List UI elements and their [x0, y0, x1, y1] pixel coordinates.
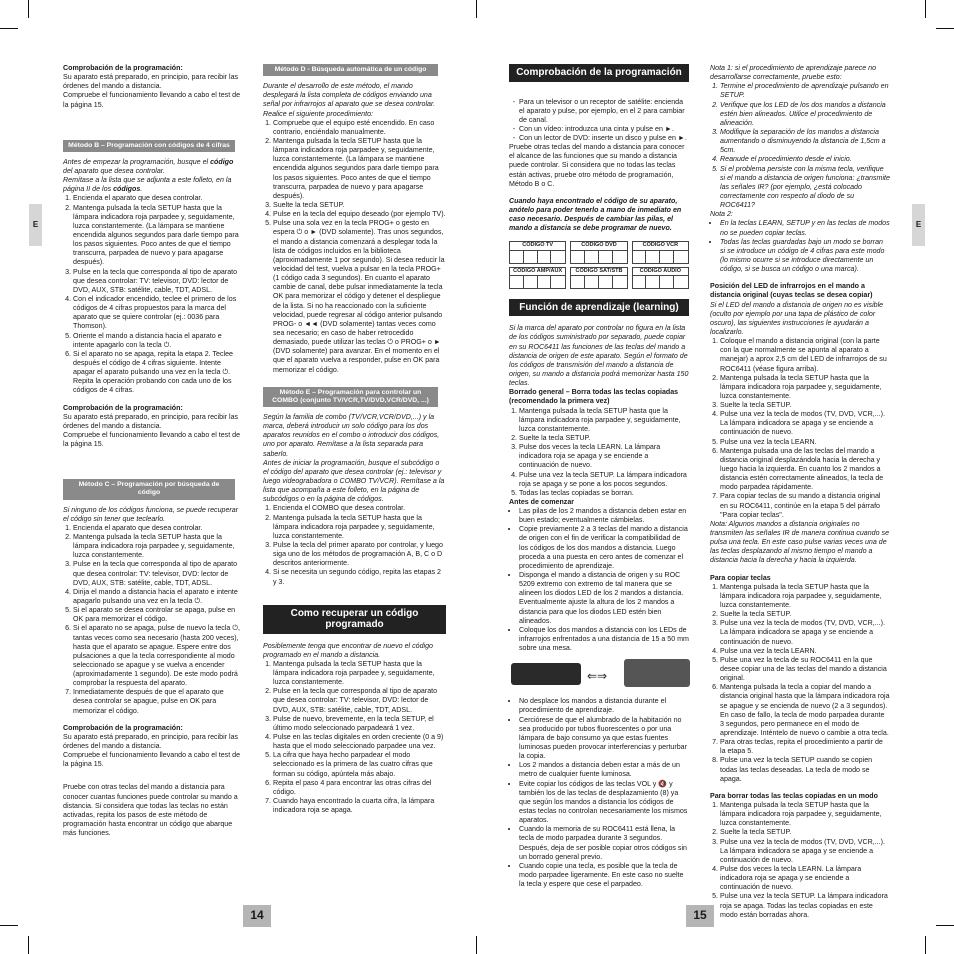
- erase-steps: [509, 407, 689, 498]
- list-item: 1. Encienda el aparato que desea controlar.: [73, 524, 243, 533]
- section-title: Comprobación de la programación:: [63, 723, 183, 732]
- list-item: 2. Mantenga pulsada la tecla SETUP hasta que la lámpara indicadora roja parpadee y, seguidamente, luzca constantemente.: [273, 514, 446, 541]
- code-box-label: CÓDIGO DVD: [571, 242, 626, 250]
- paragraph: Compruebe el funcionamiento llevando a cabo el test de la página 15.: [63, 430, 241, 449]
- list-item: • Cuando la memoria de su ROC6411 está llena, la tecla de modo parpadea durante 3 segundos. Después, deja de ser posible copiar otros códigos sin un borrado general previo.: [519, 825, 689, 862]
- method-e-steps: [263, 504, 446, 586]
- crop-mark: [936, 925, 954, 926]
- list-item: • Coloque los dos mandos a distancia con los LEDs de infrarrojos enfrentados a una distancia de 15 a 50 mm sobre una mesa.: [519, 626, 689, 653]
- list-item: 4. Si se necesita un segundo código, repita las etapas 2 y 3.: [273, 568, 446, 586]
- page-number-label: 15: [693, 908, 707, 923]
- list-item: 3. Pulse la tecla del primer aparato por controlar, y luego siga uno de los métodos de programación A, B, C o D descritos anteriormente.: [273, 541, 446, 568]
- code-box-dvd: [570, 241, 627, 263]
- list-item: 2. Pulse en la tecla que corresponda al tipo de aparato que desea controlar: TV: televisor, DVD: lector de DVD, AUX, STB: satélite, cable, TDT, ADSL.: [273, 687, 446, 714]
- paragraph: Remítase a la lista que se adjunta a este folleto, en la página II de los códigos.: [63, 176, 232, 194]
- column-2: [263, 64, 446, 815]
- list-item: 4. Pulse una vez la tecla SETUP. La lámpara indicadora roja se apaga y se pone a los pocos segundos.: [519, 471, 689, 489]
- list-item: 1. Mantenga pulsada la tecla SETUP hasta que la lámpara indicadora roja parpadee y, seguidamente, luzca constantemente.: [720, 583, 890, 610]
- note1-steps: [710, 82, 890, 210]
- list-item: 3. Pulse en la tecla que corresponda al tipo de aparato que desea controlar: TV: televisor, DVD: lector de DVD, AUX, STB: satélite, cable, TDT, ADSL.: [73, 268, 243, 295]
- paragraph: Su aparato está preparado, en principio, para recibir las órdenes del mando a distancia.: [63, 412, 239, 430]
- list-item: 6. Repita el paso 4 para encontrar las otras cifras del código.: [273, 779, 446, 797]
- list-item: 7. Para copiar teclas de su mando a distancia original en su ROC6411, continúe en la etapa 5 del párrafo "Para copiar teclas".: [720, 492, 890, 519]
- list-item: 3. Pulse dos veces la tecla LEARN. La lámpara indicadora roja se apaga y se enciende a continuación de nuevo.: [519, 443, 689, 470]
- note: Nota: Algunos mandos a distancia originales no transmiten las señales IR de manera continua cuando se pulsa una tecla. En este caso pulse varias veces una de las teclas desplazando al mismo tiempo el mando a distancia hacia la derecha y hacia la izquierda.: [710, 519, 890, 565]
- note: Cuando haya encontrado el código de su aparato, anótelo para poder tenerlo a mano de inmediato en caso necesario. Después de cambiar las pilas, el mando a distancia se debe programar de nuevo.: [509, 196, 682, 233]
- arrows-icon: ⇐⇒: [587, 669, 608, 684]
- list-item: 6. Si el aparato no se apaga, pulse de nuevo la tecla ⏻, tantas veces como sea necesario (hasta 200 veces), hasta que el aparato se apague. Espere entre dos pulsaciones a que la tecla correspondiente al modo seleccionado se apague y se vuelva a encender (aproximadamente 1 segundo). De este modo podrá comprobar la respuesta del aparato.: [73, 624, 243, 688]
- paragraph: Antes de iniciar la programación, busque el subcódigo o el código del aparato que desea controlar (ej.: televisor y luego videograbadora o COMBO TV/VCR). Remítase a la lista que acompaña a este folleto, en la página de subcódigos o en la página de códigos.: [263, 458, 445, 504]
- language-tab-label: E: [32, 219, 39, 229]
- paragraph: Pruebe otras teclas del mando a distancia para conocer el alcance de las funciones que su mando a distancia puede controlar. Si considera que no todas las teclas están activas, pruebe otro método de programación, Método B o C.: [509, 143, 685, 188]
- crop-mark: [476, 0, 477, 18]
- note2-list: [710, 219, 890, 274]
- list-item: 3. Pulse en la tecla que corresponda al tipo de aparato que desea controlar: TV: televisor, DVD: lector de DVD, AUX, STB: satélite, cable, TDT, ADSL.: [73, 560, 243, 587]
- list-item: 3. Pulse una vez la tecla de modos (TV, DVD, VCR,...). La lámpara indicadora se apaga y se enciende a continuación de nuevo.: [720, 838, 890, 865]
- paragraph: Si el LED del mando a distancia de origen no es visible (oculto por ejemplo por una tapa de plástico de color oscuro), las siguientes instrucciones le ayudarán a localizarlo.: [710, 300, 884, 336]
- code-box-label: CÓDIGO AUDIO: [633, 268, 688, 276]
- method-d-header: Método D - Búsqueda automática de un código: [263, 64, 438, 76]
- list-item: • Cuando copie una tecla, es posible que la tecla de modo parpadee ligeramente. En este caso no suelte la tecla y espere que cese el parpadeo.: [519, 862, 689, 889]
- list-item: 5. Pulse una vez la tecla de su ROC6411 en la que desee copiar una de las teclas del mando a distancia original.: [720, 656, 890, 683]
- code-box-amp-aux: [509, 267, 566, 289]
- section-title: Para copiar teclas: [710, 573, 771, 582]
- text: del aparato que desea controlar.: [63, 167, 165, 175]
- crop-mark: [936, 28, 954, 29]
- language-tab-label: E: [915, 219, 922, 229]
- crop-mark: [28, 0, 29, 18]
- code-boxes: [509, 241, 689, 288]
- list-item: 1. Coloque el mando a distancia original (con la parte con la que normalmente se apunta al aparato a manejar) a aprox 2,5 cm del LED de infrarrojos de su ROC6411 (véase figura arriba).: [720, 337, 890, 374]
- recover-code-header: Como recuperar un código programado: [263, 605, 446, 634]
- list-item: • Evite copiar los códigos de las teclas VOL y 🔇 y también los de las teclas de desplazamiento (8) ya que según los mandos a distancia los códigos de estas teclas no controlan necesariamente los mismos aparatos.: [519, 780, 689, 826]
- list-item: 1. Mantenga pulsada la tecla SETUP hasta que la lámpara indicadora roja parpadee y, seguidamente, luzca constantemente.: [720, 801, 890, 828]
- learning-header: Función de aprendizaje (learning): [509, 299, 689, 317]
- list-item: 2. Verifique que los LED de los dos mandos a distancia estén bien alineados. Utilice el procedimiento de alineación.: [720, 101, 890, 128]
- remote-image: [511, 663, 581, 685]
- recover-steps: [263, 660, 446, 815]
- list-item: 1. Encienda el aparato que desea controlar.: [73, 194, 243, 203]
- section-title: Borrado general – Borra todas las teclas copiadas (recomendado la primera vez): [509, 388, 679, 406]
- list-item: 4. Pulse en las teclas digitales en orden creciente (0 a 9) hasta que el modo seleccionado parpadee una vez.: [273, 733, 446, 751]
- list-item: 1. Termine el procedimiento de aprendizaje pulsando en SETUP.: [720, 82, 890, 100]
- method-e-header: Método E – Programación para controlar un COMBO (conjunto TV/VCR,TV/DVD,VCR/DVD, ...): [263, 387, 438, 407]
- list-item: 6. Mantenga pulsada la tecla a copiar del mando a distancia original hasta que la lámpara indicadora roja se apague y se encienda de nuevo (2 a 3 segundos). En caso de fallo, la tecla de modo parpadea durante 3 segundos, pero permanece en el modo de aprendizaje. Inténtelo de nuevo o cambie a otra tecla.: [720, 683, 890, 738]
- list-item: 3. Suelte la tecla SETUP.: [273, 201, 446, 210]
- list-item: • No desplace los mandos a distancia durante el procedimiento de aprendizaje.: [519, 697, 689, 715]
- list-item: 2. Suelte la tecla SETUP.: [720, 610, 890, 619]
- copy-steps: [710, 583, 890, 784]
- list-item: 4. Reanude el procedimiento desde el inicio.: [720, 155, 890, 164]
- list-item: 1. Mantenga pulsada la tecla SETUP hasta que la lámpara indicadora roja parpadee y, seguidamente, luzca constantemente.: [273, 660, 446, 687]
- note-label: Nota 1:: [710, 64, 733, 72]
- crop-mark: [476, 936, 477, 954]
- paragraph: Su aparato está preparado, en principio, para recibir las órdenes del mando a distancia.: [63, 732, 239, 751]
- text: Remítase a la lista que se adjunta a este folleto, en la página II de los: [63, 176, 232, 194]
- list-item: 7. Cuando haya encontrado la cuarta cifra, la lámpara indicadora roja se apaga.: [273, 797, 446, 815]
- list-item: 5. Pulse una vez la tecla LEARN.: [720, 438, 890, 447]
- text: códigos: [113, 185, 141, 194]
- list-item: - Para un televisor o un receptor de satélite: encienda el aparato y pulse, por ejemplo, en el 2 para cambiar de canal.: [519, 98, 689, 125]
- list-item: • Copie previamente 2 a 3 teclas del mando a distancia de origen con el fin de verificar la compatibilidad de los códigos de los dos mandos a distancia. Luego proceda a una puesta en cero antes de comenzar el procedimiento de aprendizaje.: [519, 525, 689, 571]
- list-item: 5. Oriente el mando a distancia hacia el aparato e intente apagarlo con la tecla ⏻.: [73, 332, 243, 350]
- list-item: 4. Con el indicador encendido, teclee el primero de los códigos de 4 cifras propuestos para la marca del aparato que se quiere controlar (ej.: 0036 para Thomson).: [73, 295, 243, 332]
- after-list: [509, 697, 689, 889]
- method-c-steps: [63, 524, 243, 716]
- list-item: • Disponga el mando a distancia de origen y su ROC 5209 extremo con extremo de tal manera que se alineen los diodos LED de los 2 mandos a distancia. Eventualmente ajuste la altura de los 2 mandos a distancia para que los diodos LED estén bien alineados.: [519, 571, 689, 626]
- paragraph: Posiblemente tenga que encontrar de nuevo el código programado en el mando a distancia.: [263, 641, 433, 659]
- paragraph: Compruebe el funcionamiento llevando a cabo el test de la página 15.: [63, 751, 241, 769]
- code-box-sat-stb: [570, 267, 627, 289]
- section-title: Comprobación de la programación:: [63, 403, 183, 412]
- crop-mark: [925, 0, 926, 18]
- crop-mark: [0, 925, 18, 926]
- column-3: [509, 64, 689, 889]
- list-item: 2. Suelte la tecla SETUP.: [519, 434, 689, 443]
- code-box-label: CÓDIGO TV: [510, 242, 565, 250]
- paragraph: [710, 64, 890, 82]
- list-item: - Con un vídeo: introduzca una cinta y pulse en ►.: [519, 125, 689, 134]
- list-item: 1. Mantenga pulsada la tecla SETUP hasta que la lámpara indicadora roja parpadee y, seguidamente, luzca constantemente.: [519, 407, 689, 434]
- list-item: 6. Si el aparato no se apaga, repita la etapa 2. Teclee después el código de 4 cifras siguiente. Intente apagar el aparato pulsando una vez en la tecla ⏻. Repita la operación probando con cada uno de los códigos de 4 cifras.: [73, 350, 243, 396]
- method-d-steps: [263, 119, 446, 375]
- code-box-vcr: [632, 241, 689, 263]
- section-title: Comprobación de la programación:: [63, 64, 183, 72]
- list-item: 7. Para otras teclas, repita el procedimiento a partir de la etapa 5.: [720, 738, 890, 756]
- list-item: 8. Pulse una vez la tecla SETUP cuando se copien todas las teclas deseadas. La tecla de modo se apaga.: [720, 756, 890, 783]
- list-item: 2. Mantenga pulsada la tecla SETUP hasta que la lámpara indicadora roja parpadee y, seguidamente, luzca constantemente. (La lámpara se mantiene encendida algunos segundos para darle tiempo para los pasos siguientes. Poco antes de que el tiempo transcurra, parpadea de nuevo y para apagarse después).: [73, 204, 243, 268]
- list-item: 5. La cifra que haya hecho parpadear el modo seleccionado es la primera de las cuatro cifras que forman su código, apúntela más abajo.: [273, 751, 446, 778]
- list-item: 2. Mantenga pulsada la tecla SETUP hasta que la lámpara indicadora roja parpadee y, seguidamente, luzca constantemente.: [720, 374, 890, 401]
- crop-mark: [0, 28, 18, 29]
- check-programming-header: Comprobación de la programación: [509, 64, 689, 82]
- list-item: 3. Pulse de nuevo, brevemente, en la tecla SETUP, el último modo seleccionado parpadeará 1 vez.: [273, 715, 446, 733]
- list-item: • Todas las teclas guardadas bajo un modo se borran si se introduce un código de 4 cifras para este modo (lo mismo ocurre si se introduce directamente un código, si se busca un código o una marca).: [720, 238, 890, 275]
- text: Antes de empezar la programación, busque el: [63, 157, 211, 166]
- paragraph: Pruebe con otras teclas del mando a distancia para conocer cuantas funciones puede controlar su mando a distancia. Si considera que todas las teclas no están activadas, repita los pasos de este método de programación hasta encontrar un código que abarque más funciones.: [63, 783, 238, 838]
- paragraph: [63, 158, 243, 176]
- list-item: 2. Suelte la tecla SETUP.: [720, 828, 890, 837]
- paragraph: Compruebe el funcionamiento llevando a cabo el test de la página 15.: [63, 91, 241, 109]
- list-item: 4. Pulse dos veces la tecla LEARN. La lámpara indicadora roja se apaga y se enciende a continuación de nuevo.: [720, 865, 890, 892]
- code-box-tv: [509, 241, 566, 263]
- list-item: 4. Pulse en la tecla del equipo deseado (por ejemplo TV).: [273, 210, 446, 219]
- list-item: 1. Compruebe que el equipo esté encendido. En caso contrario, enciéndalo manualmente.: [273, 119, 446, 137]
- list-item: 5. Pulse una sola vez en la tecla PROG+ o gesto en espera ⏻ o ► (DVD solamente). Tras unos segundos, el mando a distancia comenzará a desplegar toda la lista de códigos incluidos en la biblioteca (aproximadamente 1 por segundo). Si desea reducir la velocidad del test, vuelva a pulsar en la tecla PROG+ (1 código cada 3 segundos). En cuanto el aparato cambie de canal, debe pulsar inmediatamente la tecla OK para memorizar el código y detener el despliegue de la lista. Si no ha reaccionado con la suficiente velocidad, puede regresar al código anterior pulsando PROG- o ◄◄ (DVD solamente) tantas veces como sea necesario; en caso de haber retrocedido demasiado, puede utilizar las teclas ⏻ o PROG+ o ► (DVD solamente) para avanzar. En el momento en el que el aparato vuelva a responder, pulse en OK para memorizar el código.: [273, 219, 446, 374]
- list-item: - Con un lector de DVD: inserte un disco y pulse en ►.: [519, 134, 689, 143]
- led-steps: [710, 337, 890, 520]
- list-item: 4. Pulse una vez la tecla de modos (TV, DVD, VCR,...). La lámpara indicadora se apaga y se enciende a continuación de nuevo.: [720, 410, 890, 437]
- crop-mark: [925, 936, 926, 954]
- list-item: 4. Pulse una vez la tecla LEARN.: [720, 647, 890, 656]
- list-item: 5. Si el aparato se desea controlar se apaga, pulse en OK para memorizar el código.: [73, 606, 243, 624]
- method-c-header: Método C – Programación por búsqueda de código: [63, 479, 235, 499]
- column-4: [710, 64, 890, 920]
- page-number-left: [243, 905, 271, 927]
- code-box-audio: [632, 267, 689, 289]
- remote-image: [624, 659, 690, 687]
- list-item: 3. Modifique la separación de los mandos a distancia aumentando o disminuyendo la distancia de 1,5cm a 5cm.: [720, 128, 890, 155]
- paragraph: Su aparato está preparado, en principio, para recibir las órdenes del mando a distancia.: [63, 73, 239, 91]
- text: código: [210, 157, 234, 166]
- list-item: 2. Mantenga pulsada la tecla SETUP hasta que la lámpara indicadora roja parpadee y, seguidamente, luzca constantemente.: [73, 533, 243, 560]
- before-list: [509, 507, 689, 653]
- code-box-label: CÓDIGO VCR: [633, 242, 688, 250]
- list-item: 3. Pulse una vez la tecla de modos (TV, DVD, VCR,...). La lámpara indicadora se apaga y se enciende a continuación de nuevo.: [720, 619, 890, 646]
- list-item: 7. Inmediatamente después de que el aparato que desea controlar se apague, pulse en OK para memorizar el código.: [73, 688, 243, 715]
- list-item: 3. Suelte la tecla SETUP.: [720, 401, 890, 410]
- list-item: • En la teclas LEARN, SETUP y en las teclas de modos no se pueden copiar teclas.: [720, 219, 890, 237]
- method-b-steps: [63, 194, 243, 395]
- column-1: [63, 64, 243, 838]
- language-tab-right: [912, 204, 925, 246]
- erase-mode-steps: [710, 801, 890, 920]
- method-b-header: Método B – Programación con códigos de 4 cifras: [63, 140, 235, 152]
- paragraph: Según la familia de combo (TV/VCR,VCR/DVD,...) y la marca, deberá introducir un solo código para los dos aparatos reunidos en el combo o introducir dos códigos, uno por aparato. Remítase a la lista separada para saberlo.: [263, 412, 440, 458]
- note-label: Nota 2:: [710, 210, 733, 219]
- section-title: Para borrar todas las teclas copiadas en un modo: [710, 791, 878, 800]
- paragraph: Si la marca del aparato por controlar no figura en la lista de los códigos suministrado por separado, puede copiar en su ROC6411 las funciones de las teclas del mando a distancia de origen de este aparato. Según el formato de los códigos de transmisión del mando a distancia de origen, su mando a distancia podrá memorizar hasta 150 teclas.: [509, 324, 689, 388]
- list-item: 5. Todas las teclas copiadas se borran.: [519, 489, 689, 498]
- list-item: 6. Mantenga pulsada una de las teclas del mando a distancia original desplazándola hacia la derecha y luego hacia la izquierda. En cuanto los 2 mandos a distancia estén correctamente alineados, la tecla de modo parpadea rápidamente.: [720, 447, 890, 493]
- section-title: Posición del LED de infrarrojos en el mando a distancia original (cuyas teclas se desea copiar): [710, 282, 873, 300]
- check-list: [509, 98, 689, 144]
- page-number-label: 14: [250, 908, 264, 923]
- paragraph: Si ninguno de los códigos funciona, se puede recuperar el código sin tener que teclearlo.: [63, 505, 239, 523]
- section-title: Antes de comenzar: [509, 497, 575, 506]
- code-box-label: CÓDIGO AMP/AUX: [510, 268, 565, 276]
- list-item: • Los 2 mandos a distancia deben estar a más de un metro de cualquier fuente luminosa.: [519, 761, 689, 779]
- list-item: 5. Pulse una vez la tecla SETUP. La lámpara indicadora roja se apaga. Todas las teclas copiadas en este modo están borradas ahora.: [720, 892, 890, 919]
- list-item: 5. Si el problema persiste con la misma tecla, verifique si el mando a distancia de origen funciona: ¿transmite las señales IR? (por ejemplo, ¿está colocado correctamente con respecto al diodo de su ROC6411?: [720, 165, 890, 211]
- list-item: • Cerciórese de que el alumbrado de la habitación no sea producido por tubos fluorescentes o por una lámpara de bajo consumo ya que estas fuentes luminosas pueden provocar interferencias y perturbar la copia.: [519, 716, 689, 762]
- list-item: 1. Encienda el COMBO que desea controlar.: [273, 504, 446, 513]
- paragraph: Durante el desarrollo de este método, el mando desplegará la lista completa de códigos enviando una señal por infrarrojos al aparato que se desea controlar. Realice el siguiente procedimiento:: [263, 82, 436, 118]
- text: si el procedimiento de aprendizaje parece no desarrollarse correctamente, pruebe esto:: [710, 64, 877, 82]
- crop-mark: [28, 936, 29, 954]
- list-item: • Las pilas de los 2 mandos a distancia deben estar en buen estado; eventualmente cámbielas.: [519, 507, 689, 525]
- language-tab-left: [29, 204, 42, 246]
- remotes-illustration: [509, 659, 689, 689]
- code-box-label: CÓDIGO SAT/STB: [571, 268, 626, 276]
- list-item: 2. Mantenga pulsada la tecla SETUP hasta que la lámpara indicadora roja parpadee y, seguidamente, luzca constantemente. (La lámpara se mantiene encendida algunos segundos para darle tiempo para los pasos siguientes. Poco antes de que el tiempo transcurra, parpadea de nuevo y para apagarse después).: [273, 137, 446, 201]
- list-item: 4. Dirija el mando a distancia hacia el aparato e intente apagarlo pulsando una vez en la tecla ⏻.: [73, 588, 243, 606]
